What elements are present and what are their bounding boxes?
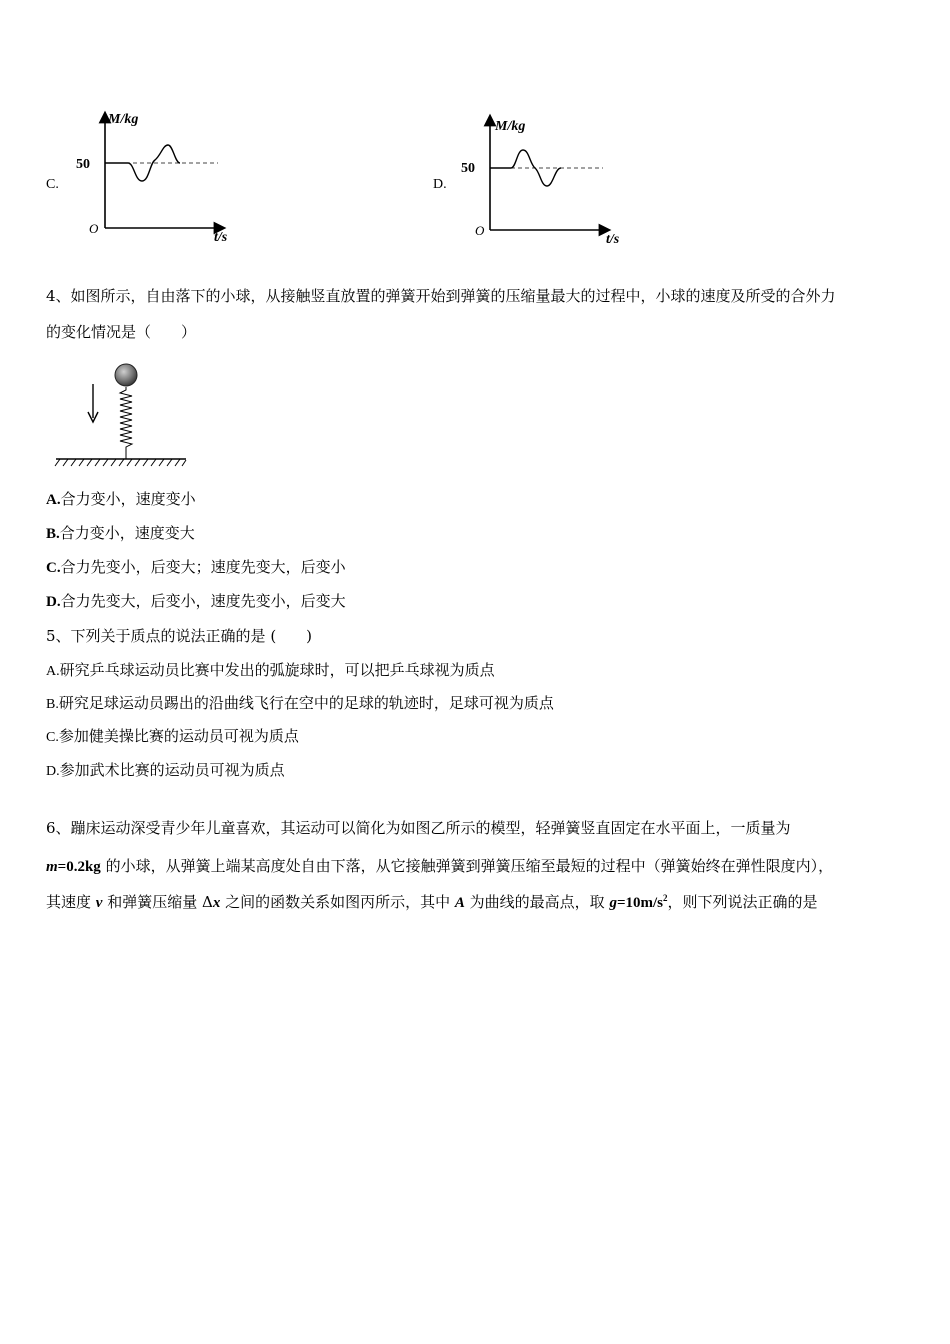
x-axis-label: t/s (214, 230, 228, 245)
ball (115, 364, 137, 386)
q5-option-a: A.研究乒乓球运动员比赛中发出的弧旋球时，可以把乒乓球视为质点 (46, 661, 495, 679)
option-d-label: D. (433, 177, 447, 192)
q6-line3: 其速度 v 和弹簧压缩量 Δx 之间的函数关系如图丙所示，其中 A 为曲线的最高点，取 $g=10m/s^2$，则下列说法正确的是 (46, 893, 818, 911)
q5-option-d: D.参加武术比赛的运动员可视为质点 (46, 761, 285, 779)
origin-label: O (89, 221, 99, 236)
x-axis-label: t/s (606, 232, 620, 247)
q4-option-a: A.合力变小，速度变小 (46, 490, 196, 508)
q4-stem-line2: 的变化情况是（ ） (46, 323, 197, 341)
q4-option-d: D.合力先变大，后变小，速度先变小，后变大 (46, 592, 346, 610)
q5-option-b: B.研究足球运动员踢出的沿曲线飞行在空中的足球的轨迹时，足球可视为质点 (46, 694, 554, 712)
option-c-label: C. (46, 177, 59, 192)
q6-line2: m=0.2kg 的小球，从弹簧上端某高度处自由下落，从它接触弹簧到弹簧压缩至最短的过程中（弹簧始终在弹性限度内）， (46, 857, 834, 875)
y-axis-label: M/kg (495, 119, 526, 134)
level-label: 50 (461, 161, 475, 176)
origin-label: O (475, 223, 485, 238)
q4-option-b: B.合力变小，速度变大 (46, 524, 195, 542)
level-label: 50 (76, 157, 90, 172)
graph-option-c (76, 105, 250, 250)
spring (120, 387, 132, 459)
ball-spring-figure (52, 360, 192, 470)
y-axis-label: M/kg (108, 112, 139, 127)
ground-hatching (55, 459, 186, 466)
graph-option-d (463, 110, 633, 255)
q5-stem: 5、下列关于质点的说法正确的是 ( ) (46, 627, 313, 645)
q6-line1: 6、蹦床运动深受青少年儿童喜欢，其运动可以简化为如图乙所示的模型，轻弹簧竖直固定在水平面上，一质量为 (46, 819, 791, 837)
q5-option-c: C.参加健美操比赛的运动员可视为质点 (46, 727, 299, 745)
q4-stem-line1: 4、如图所示，自由落下的小球，从接触竖直放置的弹簧开始到弹簧的压缩量最大的过程中，小球的速度及所受的合外力 (46, 287, 836, 305)
q4-option-c: C.合力先变小，后变大；速度先变大，后变小 (46, 558, 346, 576)
